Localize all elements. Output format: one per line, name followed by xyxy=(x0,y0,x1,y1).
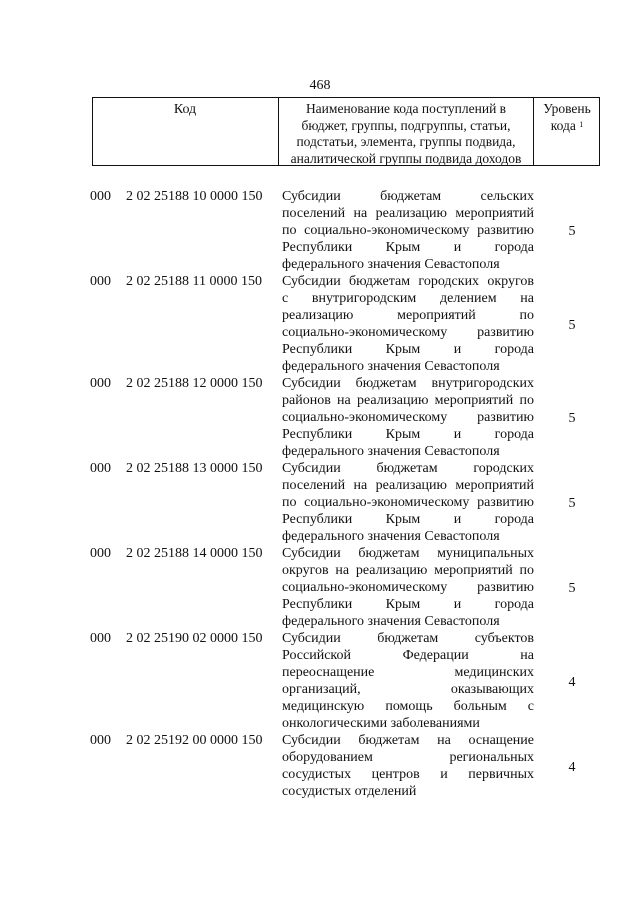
table-row xyxy=(0,460,640,545)
header-level-line xyxy=(534,118,600,135)
row-level: 5 xyxy=(568,318,576,333)
header-name-line: аналитической группы подвида доходов xyxy=(290,150,522,166)
header-name-line: подстатьи, элемента, группы подвида, xyxy=(296,134,516,149)
header-top-border xyxy=(92,97,600,98)
row-name-line: с внутригородским делением на xyxy=(282,291,534,306)
header-code: Код xyxy=(173,102,197,117)
row-level: 5 xyxy=(568,224,576,239)
table-header xyxy=(92,97,600,166)
row-name-line: социально-экономическому развитию xyxy=(282,325,534,340)
row-name-line: сосудистых отделений xyxy=(282,784,417,799)
row-name-line: районов на реализацию мероприятий по xyxy=(282,393,534,408)
row-name-line: округов на реализацию мероприятий по xyxy=(282,563,534,578)
row-income-code: 2 02 25188 12 0000 150 xyxy=(126,376,263,391)
table-row xyxy=(0,630,640,732)
row-name-line: Республики Крым и города xyxy=(282,240,534,255)
row-name-line: по социально-экономическому развитию xyxy=(282,495,534,510)
row-income-code: 2 02 25188 11 0000 150 xyxy=(126,274,262,289)
row-admin-code: 000 xyxy=(90,631,111,646)
header-name-line: бюджет, группы, подгруппы, статьи, xyxy=(301,117,511,133)
row-name-line: онкологическими заболеваниями xyxy=(282,716,480,731)
table-row xyxy=(0,188,640,273)
header-level-word: кода xyxy=(550,117,576,133)
row-name-line: федерального значения Севастополя xyxy=(282,614,500,629)
row-name xyxy=(282,273,534,375)
row-name-line: Республики Крым и города xyxy=(282,512,534,527)
row-name-line: Субсидии бюджетам городских xyxy=(282,461,534,476)
row-name-line: Субсидии бюджетам сельских xyxy=(282,189,534,204)
row-name-line: сосудистых центров и первичных xyxy=(282,767,534,782)
row-name xyxy=(282,732,534,800)
row-name-line: Республики Крым и города xyxy=(282,427,534,442)
row-name-line: Субсидии бюджетам муниципальных xyxy=(282,546,534,561)
row-income-code: 2 02 25188 14 0000 150 xyxy=(126,546,263,561)
row-name xyxy=(282,545,534,630)
row-level: 5 xyxy=(568,496,576,511)
row-income-code: 2 02 25190 02 0000 150 xyxy=(126,631,263,646)
table-row xyxy=(0,273,640,375)
header-level-footnote: 1 xyxy=(579,119,584,129)
row-admin-code: 000 xyxy=(90,376,111,391)
header-name xyxy=(279,101,533,167)
row-level: 5 xyxy=(568,411,576,426)
row-admin-code: 000 xyxy=(90,189,111,204)
row-level: 4 xyxy=(568,675,576,690)
row-name-line: поселений на реализацию мероприятий xyxy=(282,206,534,221)
row-name-line: переоснащение медицинских xyxy=(282,665,534,680)
row-name-line: Республики Крым и города xyxy=(282,597,534,612)
row-income-code: 2 02 25192 00 0000 150 xyxy=(126,733,263,748)
row-name-line: федерального значения Севастополя xyxy=(282,257,500,272)
row-admin-code: 000 xyxy=(90,461,111,476)
row-name-line: поселений на реализацию мероприятий xyxy=(282,478,534,493)
row-admin-code: 000 xyxy=(90,733,111,748)
row-admin-code: 000 xyxy=(90,546,111,561)
row-name-line: Республики Крым и города xyxy=(282,342,534,357)
row-name-line: организаций, оказывающих xyxy=(282,682,534,697)
row-name-line: федерального значения Севастополя xyxy=(282,444,500,459)
row-name xyxy=(282,188,534,273)
row-name-line: социально-экономическому развитию xyxy=(282,410,534,425)
row-admin-code: 000 xyxy=(90,274,111,289)
header-name-line: Наименование кода поступлений в xyxy=(305,101,507,116)
row-name-line: федерального значения Севастополя xyxy=(282,529,500,544)
row-name-line: Субсидии бюджетам субъектов xyxy=(282,631,534,646)
page-number: 468 xyxy=(309,78,331,93)
header-level-line: Уровень xyxy=(543,101,591,116)
table-row xyxy=(0,732,640,800)
table-row xyxy=(0,545,640,630)
row-name-line: социально-экономическому развитию xyxy=(282,580,534,595)
row-name-line: Субсидии бюджетам на оснащение xyxy=(282,733,534,748)
row-name-line: оборудованием региональных xyxy=(282,750,534,765)
row-level: 4 xyxy=(568,760,576,775)
row-name-line: Российской Федерации на xyxy=(282,648,534,663)
row-name xyxy=(282,375,534,460)
row-name-line: медицинскую помощь больным с xyxy=(282,699,534,714)
row-name xyxy=(282,460,534,545)
row-name-line: Субсидии бюджетам городских округов xyxy=(282,274,534,289)
row-name-line: по социально-экономическому развитию xyxy=(282,223,534,238)
row-income-code: 2 02 25188 10 0000 150 xyxy=(126,189,263,204)
header-level xyxy=(534,101,600,134)
row-name-line: федерального значения Севастополя xyxy=(282,359,500,374)
row-level: 5 xyxy=(568,581,576,596)
row-name xyxy=(282,630,534,732)
row-name-line: Субсидии бюджетам внутригородских xyxy=(282,376,534,391)
row-name-line: реализацию мероприятий по xyxy=(282,308,534,323)
table-row xyxy=(0,375,640,460)
row-income-code: 2 02 25188 13 0000 150 xyxy=(126,461,263,476)
